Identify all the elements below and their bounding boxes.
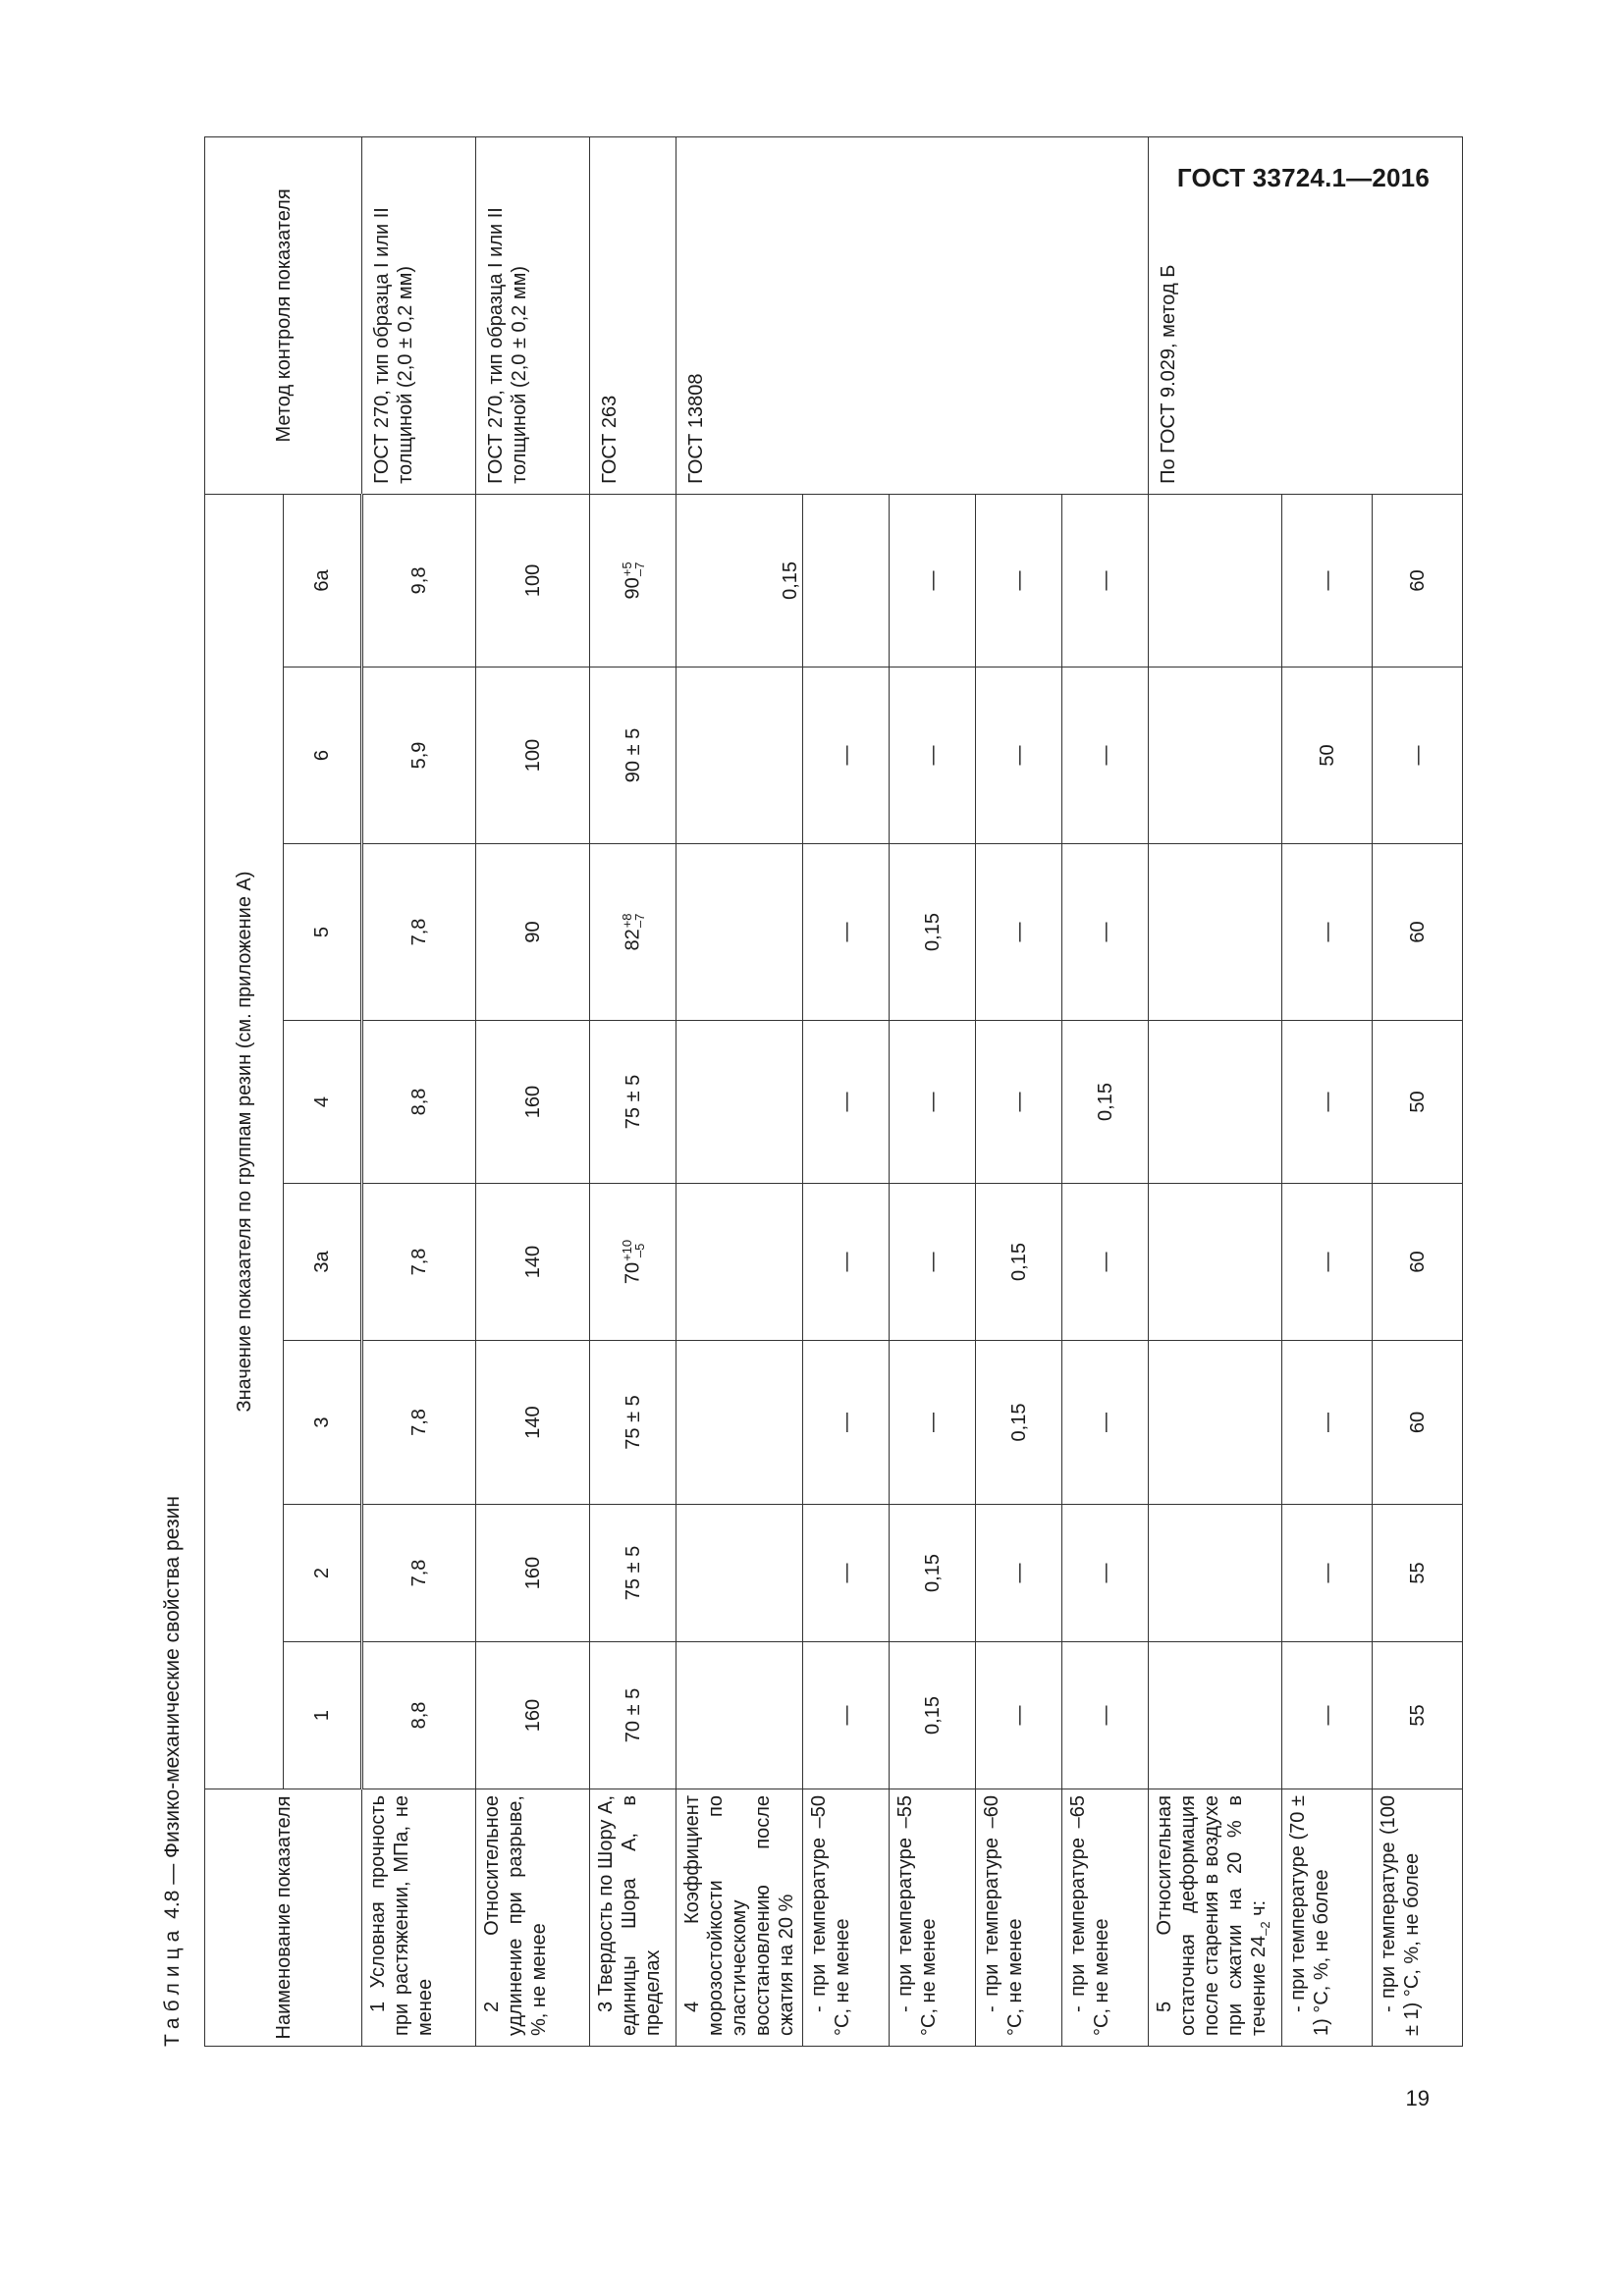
table-cell: — — [976, 1505, 1062, 1642]
table-cell — [1149, 667, 1282, 844]
table-cell — [676, 1341, 803, 1505]
group-header: 6а — [284, 494, 362, 667]
row-name: 3 Твердость по Шору А, единицы Шора А, в пределах — [590, 1789, 676, 2047]
table-cell: 60 — [1373, 844, 1463, 1021]
group-header: 3а — [284, 1184, 362, 1341]
row-name: 2 Относительное удлинение при разрыве, %, не менее — [476, 1789, 590, 2047]
table-row — [1149, 136, 1282, 2046]
table-cell: 55 — [1373, 1505, 1463, 1642]
table-cell: 9,8 — [362, 494, 476, 667]
table-cell: — — [803, 1642, 890, 1789]
table-cell: 75 ± 5 — [590, 1341, 676, 1505]
table-row — [362, 136, 476, 2046]
table-cell: 7,8 — [362, 1184, 476, 1341]
table-cell: 55 — [1373, 1642, 1463, 1789]
table-cell — [676, 1184, 803, 1341]
table-cell: 7,8 — [362, 844, 476, 1021]
table-cell — [676, 1642, 803, 1789]
row-name: - при температуре –55 °С, не менее — [890, 1789, 976, 2047]
table-cell: — — [1062, 1642, 1149, 1789]
header-values: Значение показателя по группам резин (см. приложение А) — [205, 494, 284, 1789]
method-cell: ГОСТ 13808 — [676, 136, 1149, 494]
table-cell: — — [1282, 1184, 1373, 1341]
table-cell: — — [890, 667, 976, 844]
table-cell: 100 — [476, 494, 590, 667]
table-cell: — — [803, 844, 890, 1021]
table-cell: 70 ± 5 — [590, 1642, 676, 1789]
table-cell: — — [1062, 1505, 1149, 1642]
table-row — [676, 136, 803, 2046]
table-cell: 60 — [1373, 494, 1463, 667]
table-cell: 160 — [476, 1021, 590, 1184]
table-cell: 0,15 — [890, 1505, 976, 1642]
table-cell: — — [803, 1505, 890, 1642]
caption-text: 4.8 — Физико-механические свойства резин — [161, 1496, 184, 1919]
table-row — [590, 136, 676, 2046]
table-cell: — — [890, 1184, 976, 1341]
table-cell — [1149, 1021, 1282, 1184]
table-cell: — — [1282, 1642, 1373, 1789]
caption-label: Таблица — [161, 1924, 184, 2047]
method-cell: ГОСТ 270, тип образца I или II толщиной (2,0 ± 0,2 мм) — [362, 136, 476, 494]
table-cell: — — [890, 494, 976, 667]
table-cell: — — [976, 1642, 1062, 1789]
table-cell: — — [1282, 844, 1373, 1021]
table-cell — [1149, 1642, 1282, 1789]
table-cell: — — [890, 1021, 976, 1184]
table-cell: 60 — [1373, 1341, 1463, 1505]
table-cell: — — [976, 667, 1062, 844]
table-cell: — — [1062, 667, 1149, 844]
table-cell — [1149, 1341, 1282, 1505]
table-cell: 8,8 — [362, 1642, 476, 1789]
table-cell: — — [1373, 667, 1463, 844]
table-cell: 0,15 — [976, 1341, 1062, 1505]
table-caption — [157, 1496, 189, 2047]
table-cell: — — [1282, 1505, 1373, 1642]
row-name: - при температуре (100 ± 1) °С, %, не более — [1373, 1789, 1463, 2047]
table-cell: — — [1062, 1184, 1149, 1341]
table-cell: 90 +5 –7 — [590, 494, 676, 667]
table-cell: 0,15 — [890, 1642, 976, 1789]
table-cell: 90 ± 5 — [590, 667, 676, 844]
table-cell: — — [890, 1341, 976, 1505]
table-cell: 0,15 — [1062, 1021, 1149, 1184]
table-cell: — — [803, 1341, 890, 1505]
table-cell: 100 — [476, 667, 590, 844]
table-cell: — — [803, 1184, 890, 1341]
standard-designation: ГОСТ 33724.1—2016 — [1176, 163, 1430, 192]
table-cell: — — [1062, 494, 1149, 667]
table-cell: — — [803, 667, 890, 844]
header-name: Наименование показателя — [205, 1789, 362, 2047]
table-cell — [1149, 1505, 1282, 1642]
table-cell — [676, 667, 803, 844]
table-cell: — — [1282, 1341, 1373, 1505]
table-cell: 8,8 — [362, 1021, 476, 1184]
table-cell: 140 — [476, 1184, 590, 1341]
properties-table — [204, 136, 1463, 2047]
table-cell: 140 — [476, 1341, 590, 1505]
table-cell: — — [1062, 1341, 1149, 1505]
table-cell — [803, 494, 890, 667]
table-cell: — — [976, 1021, 1062, 1184]
table-cell: — — [976, 844, 1062, 1021]
table-cell: 82 +8 –7 — [590, 844, 676, 1021]
group-header: 1 — [284, 1642, 362, 1789]
table-cell: 60 — [1373, 1184, 1463, 1341]
table-cell: 160 — [476, 1642, 590, 1789]
table-cell: 7,8 — [362, 1505, 476, 1642]
table-cell: 50 — [1373, 1021, 1463, 1184]
table-cell: — — [976, 494, 1062, 667]
table-cell: 75 ± 5 — [590, 1021, 676, 1184]
table-cell: 75 ± 5 — [590, 1505, 676, 1642]
method-cell: ГОСТ 263 — [590, 136, 676, 494]
method-cell: По ГОСТ 9.029, метод Б — [1149, 136, 1463, 494]
table-cell: 0,15 — [676, 494, 803, 667]
table-row — [476, 136, 590, 2046]
table-cell: 7,8 — [362, 1341, 476, 1505]
table-cell — [1149, 1184, 1282, 1341]
group-header: 2 — [284, 1505, 362, 1642]
row-name: - при температуре –60 °С, не менее — [976, 1789, 1062, 2047]
page-number: 19 — [1405, 2086, 1430, 2110]
group-header: 5 — [284, 844, 362, 1021]
table-cell: 90 — [476, 844, 590, 1021]
row-name: - при температуре (70 ± 1) °С, %, не более — [1282, 1789, 1373, 2047]
table-cell: — — [803, 1021, 890, 1184]
row-name: - при температуре –65 °С, не менее — [1062, 1789, 1149, 2047]
table-cell — [676, 1021, 803, 1184]
group-header: 3 — [284, 1341, 362, 1505]
table-cell: — — [1282, 1021, 1373, 1184]
table-cell: 160 — [476, 1505, 590, 1642]
rotated-table-block — [157, 188, 1432, 2047]
table-cell: — — [1282, 494, 1373, 667]
table-cell — [1149, 494, 1282, 667]
header-method: Метод контроля показателя — [205, 136, 362, 494]
table-cell — [676, 1505, 803, 1642]
table-cell: 70 +10 –5 — [590, 1184, 676, 1341]
table-cell — [676, 844, 803, 1021]
table-cell: — — [1062, 844, 1149, 1021]
group-header: 4 — [284, 1021, 362, 1184]
row-name: - при температуре –50 °С, не менее — [803, 1789, 890, 2047]
row-name: 1 Условная прочность при растяжении, МПа, не менее — [362, 1789, 476, 2047]
table-cell: 50 — [1282, 667, 1373, 844]
table-cell: 5,9 — [362, 667, 476, 844]
table-cell — [1149, 844, 1282, 1021]
row-name: 5 Относительная остаточная деформация после старения в воздухе при сжатии на 20 % в течение $24_{-2}$ ч: — [1149, 1789, 1282, 2047]
group-header: 6 — [284, 667, 362, 844]
table-cell: 0,15 — [976, 1184, 1062, 1341]
row-name: 4 Коэффициент морозостойкости по эластическому восстановлению после сжатия на 20 % — [676, 1789, 803, 2047]
method-cell: ГОСТ 270, тип образца I или II толщиной (2,0 ± 0,2 мм) — [476, 136, 590, 494]
table-cell: 0,15 — [890, 844, 976, 1021]
